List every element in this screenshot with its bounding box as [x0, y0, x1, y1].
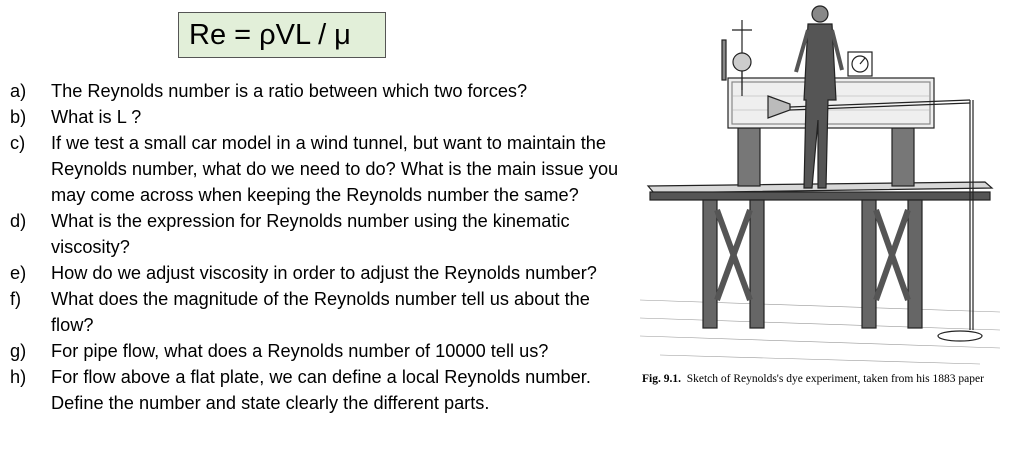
figure-caption	[642, 372, 1022, 392]
question-letter: e)	[10, 263, 27, 283]
question-text: For pipe flow, what does a Reynolds number of 10000 tell us?	[51, 341, 549, 361]
question-text: What is L ?	[51, 107, 142, 127]
question-text: The Reynolds number is a ratio between which two forces?	[51, 81, 528, 101]
reynolds-apparatus-illustration	[640, 0, 1024, 370]
question-letter: f)	[10, 289, 22, 309]
question-item	[10, 104, 630, 130]
question-item	[10, 260, 630, 286]
question-item	[10, 338, 630, 364]
caption-text: Sketch of Reynolds's dye experiment, taken from his 1883 paper	[686, 373, 984, 385]
question-item	[10, 286, 630, 338]
caption-label: Fig. 9.1.	[642, 373, 681, 385]
question-text: What does the magnitude of the Reynolds number tell us about the flow?	[51, 289, 590, 335]
question-letter: h)	[10, 367, 27, 387]
question-text: What is the expression for Reynolds number using the kinematic viscosity?	[51, 211, 570, 257]
question-letter: c)	[10, 133, 26, 153]
question-letter: d)	[10, 211, 27, 231]
question-text: If we test a small car model in a wind tunnel, but want to maintain the Reynolds number, what do we need to do? What is the main issue you may come across when keeping the Reynolds number the same?	[51, 133, 619, 205]
question-list	[10, 78, 630, 416]
question-letter: g)	[10, 341, 27, 361]
question-letter: b)	[10, 107, 27, 127]
question-item	[10, 208, 630, 260]
gauge	[848, 52, 872, 76]
question-item	[10, 130, 630, 208]
question-item	[10, 78, 630, 104]
question-text: How do we adjust viscosity in order to adjust the Reynolds number?	[51, 263, 597, 283]
question-item	[10, 364, 630, 416]
question-letter: a)	[10, 81, 27, 101]
reynolds-formula: Re = ρVL / μ	[178, 12, 386, 58]
glass-tank	[728, 78, 982, 341]
question-text: For flow above a flat plate, we can define a local Reynolds number. Define the number and state clearly the different parts.	[51, 367, 591, 413]
